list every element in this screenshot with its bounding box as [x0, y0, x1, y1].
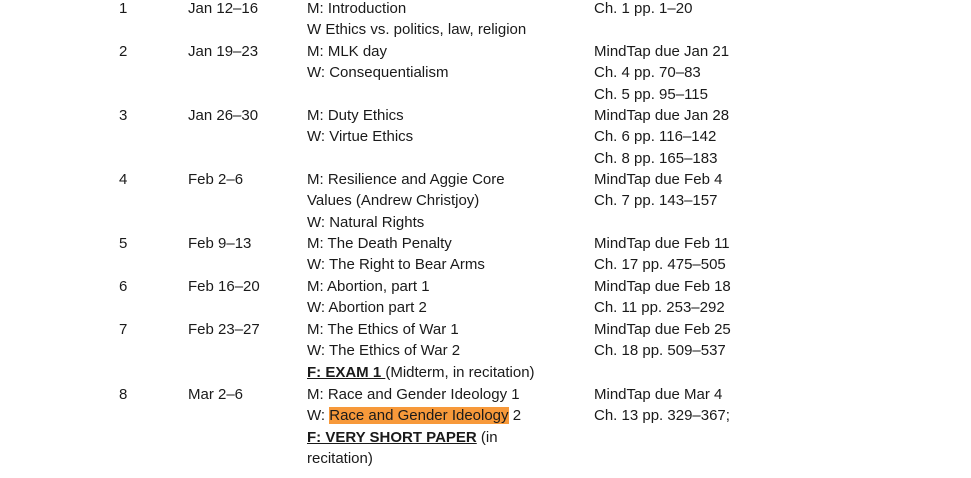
topic-line: M: Resilience and Aggie Core [307, 171, 505, 188]
reading-line: Ch. 13 pp. 329–367; [594, 407, 730, 425]
topic-line: M: The Death Penalty [307, 235, 452, 252]
week-topics [307, 0, 577, 41]
reading-line: Ch. 8 pp. 165–183 [594, 149, 718, 167]
week-readings [594, 105, 729, 169]
reading-line: Ch. 11 pp. 253–292 [594, 299, 725, 317]
topic-line: M: MLK day [307, 43, 388, 60]
week-readings [594, 41, 729, 105]
week-topics [307, 41, 577, 84]
reading-line: MindTap due Jan 21 [594, 43, 730, 60]
topic-line: W: Consequentialism [307, 64, 449, 82]
topic-suffix: 2 [508, 407, 522, 425]
topic-line: M: The Ethics of War 1 [307, 321, 459, 338]
week-number: 6 [119, 278, 128, 295]
topic-line: W: The Right to Bear Arms [307, 256, 485, 274]
reading-line: MindTap due Feb 4 [594, 171, 723, 188]
week-topics [307, 105, 577, 148]
week-number: 2 [119, 43, 128, 60]
week-dates: Mar 2–6 [188, 386, 244, 403]
week-readings [594, 319, 731, 362]
topic-line: M: Introduction [307, 0, 407, 17]
week-topics [307, 169, 577, 233]
reading-line: Ch. 1 pp. 1–20 [594, 0, 693, 17]
reading-line: Ch. 17 pp. 475–505 [594, 256, 726, 274]
week-readings [594, 384, 730, 427]
week-number: 8 [119, 386, 128, 403]
week-readings [594, 169, 722, 212]
topic-line: M: Race and Gender Ideology 1 [307, 386, 520, 403]
week-number: 3 [119, 107, 128, 124]
paper-note: (in [476, 428, 498, 446]
topic-line: W Ethics vs. politics, law, religion [307, 21, 527, 39]
exam-note: (Midterm, in recitation) [385, 363, 535, 381]
topic-line: M: Duty Ethics [307, 107, 404, 124]
reading-line: Ch. 5 pp. 95–115 [594, 85, 708, 103]
reading-line: Ch. 6 pp. 116–142 [594, 128, 717, 146]
week-dates: Jan 12–16 [188, 0, 259, 17]
week-readings [594, 0, 692, 19]
topic-line: M: Abortion, part 1 [307, 278, 430, 295]
exam-line [307, 362, 577, 383]
week-number: 7 [119, 321, 128, 338]
paper-label: F: VERY SHORT PAPER [307, 428, 477, 446]
paper-line [307, 427, 577, 448]
week-dates: Jan 26–30 [188, 107, 259, 124]
reading-line: MindTap due Feb 18 [594, 278, 731, 295]
week-number: 4 [119, 171, 128, 188]
week-number: 1 [119, 0, 128, 17]
topic-line: W: Natural Rights [307, 213, 425, 231]
week-topics [307, 233, 577, 276]
week-topics [307, 276, 577, 319]
week-dates: Jan 19–23 [188, 43, 259, 60]
week-dates: Feb 23–27 [188, 321, 260, 338]
reading-line: MindTap due Jan 28 [594, 107, 730, 124]
week-dates: Feb 16–20 [188, 278, 260, 295]
highlighted-text[interactable]: Race and Gender Ideology [329, 407, 509, 425]
week-number: 5 [119, 235, 128, 252]
topic-prefix: W: [307, 407, 330, 425]
reading-line: Ch. 18 pp. 509–537 [594, 342, 726, 360]
week-topics [307, 319, 577, 383]
topic-line: W: The Ethics of War 2 [307, 342, 461, 360]
week-dates: Feb 9–13 [188, 235, 252, 252]
reading-line: MindTap due Feb 25 [594, 321, 731, 338]
paper-line-continued: recitation) [307, 450, 373, 468]
week-dates: Feb 2–6 [188, 171, 244, 188]
exam-label: F: EXAM 1 [307, 363, 386, 381]
reading-line: MindTap due Mar 4 [594, 386, 723, 403]
reading-line: Ch. 4 pp. 70–83 [594, 64, 701, 82]
week-readings [594, 276, 731, 319]
topic-line: Values (Andrew Christjoy) [307, 192, 480, 210]
topic-line: W: Abortion part 2 [307, 299, 427, 317]
week-readings [594, 233, 730, 276]
topic-line-highlighted [307, 405, 577, 426]
reading-line: MindTap due Feb 11 [594, 235, 730, 252]
week-topics [307, 384, 577, 470]
reading-line: Ch. 7 pp. 143–157 [594, 192, 718, 210]
topic-line: W: Virtue Ethics [307, 128, 414, 146]
